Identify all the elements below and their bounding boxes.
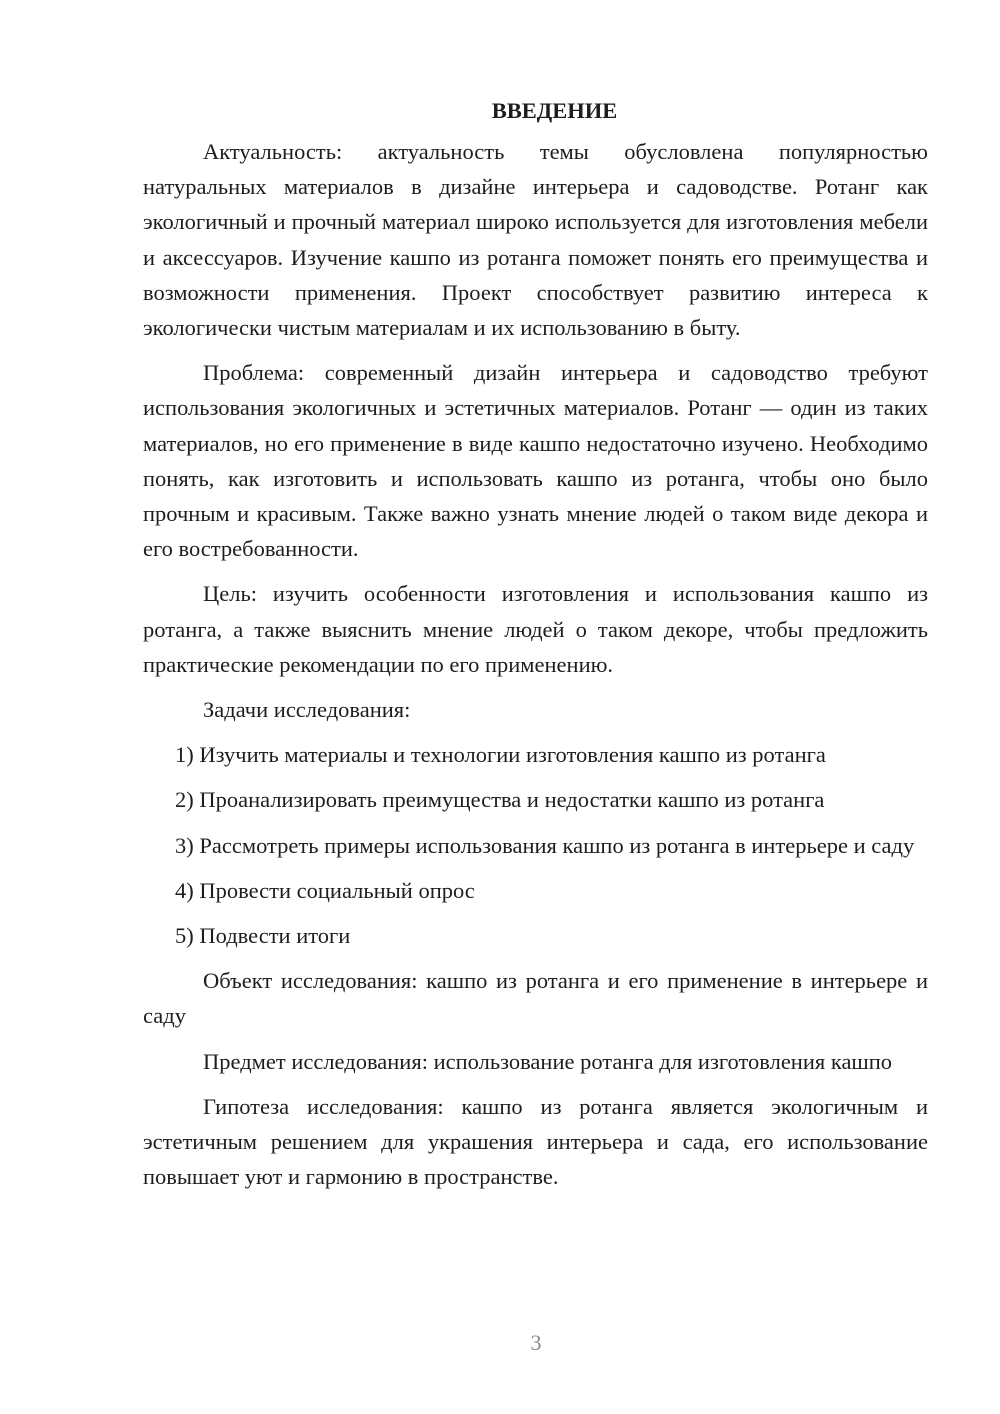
- page-title: ВВЕДЕНИЕ: [491, 98, 618, 123]
- relevance-paragraph: Актуальность: актуальность темы обусловлена популярностью натуральных материалов в дизайне интерьера и садоводстве. Ротанг как экологичный и прочный материал широко используется для изготовления мебели и аксессуаров. Изучение кашпо из ротанга поможет понять его преимущества и возможности применения. Проект способствует развитию интереса к экологически чистым материалам и их использованию в быту.: [143, 139, 928, 341]
- page-number: 3: [530, 1330, 542, 1355]
- task-item: 1) Изучить материалы и технологии изготовления кашпо из ротанга: [175, 742, 826, 768]
- problem-paragraph: Проблема: современный дизайн интерьера и садоводство требуют использования экологичных и эстетичных материалов. Ротанг — один из таких материалов, но его применение в виде кашпо недостаточно изучено. Необходимо понять, как изготовить и использовать кашпо из ротанга, чтобы оно было прочным и красивым. Также важно узнать мнение людей о таком виде декора и его востребованности.: [143, 360, 928, 562]
- tasks-heading: Задачи исследования:: [203, 697, 411, 723]
- hypothesis-paragraph: Гипотеза исследования: кашпо из ротанга является экологичным и эстетичным решением для украшения интерьера и сада, его использование повышает уют и гармонию в пространстве.: [143, 1093, 928, 1190]
- task-item: 4) Провести социальный опрос: [175, 877, 475, 903]
- subject-paragraph: Предмет исследования: использование ротанга для изготовления кашпо: [203, 1048, 893, 1074]
- task-item: 5) Подвести итоги: [175, 923, 351, 949]
- object-paragraph: Объект исследования: кашпо из ротанга и его применение в интерьере и саду: [143, 968, 928, 1029]
- task-item: 2) Проанализировать преимущества и недостатки кашпо из ротанга: [175, 787, 825, 813]
- goal-paragraph: Цель: изучить особенности изготовления и использования кашпо из ротанга, а также выяснить мнение людей о таком декоре, чтобы предложить практические рекомендации по его применению.: [143, 581, 928, 677]
- task-item: 3) Рассмотреть примеры использования кашпо из ротанга в интерьере и саду: [175, 832, 915, 858]
